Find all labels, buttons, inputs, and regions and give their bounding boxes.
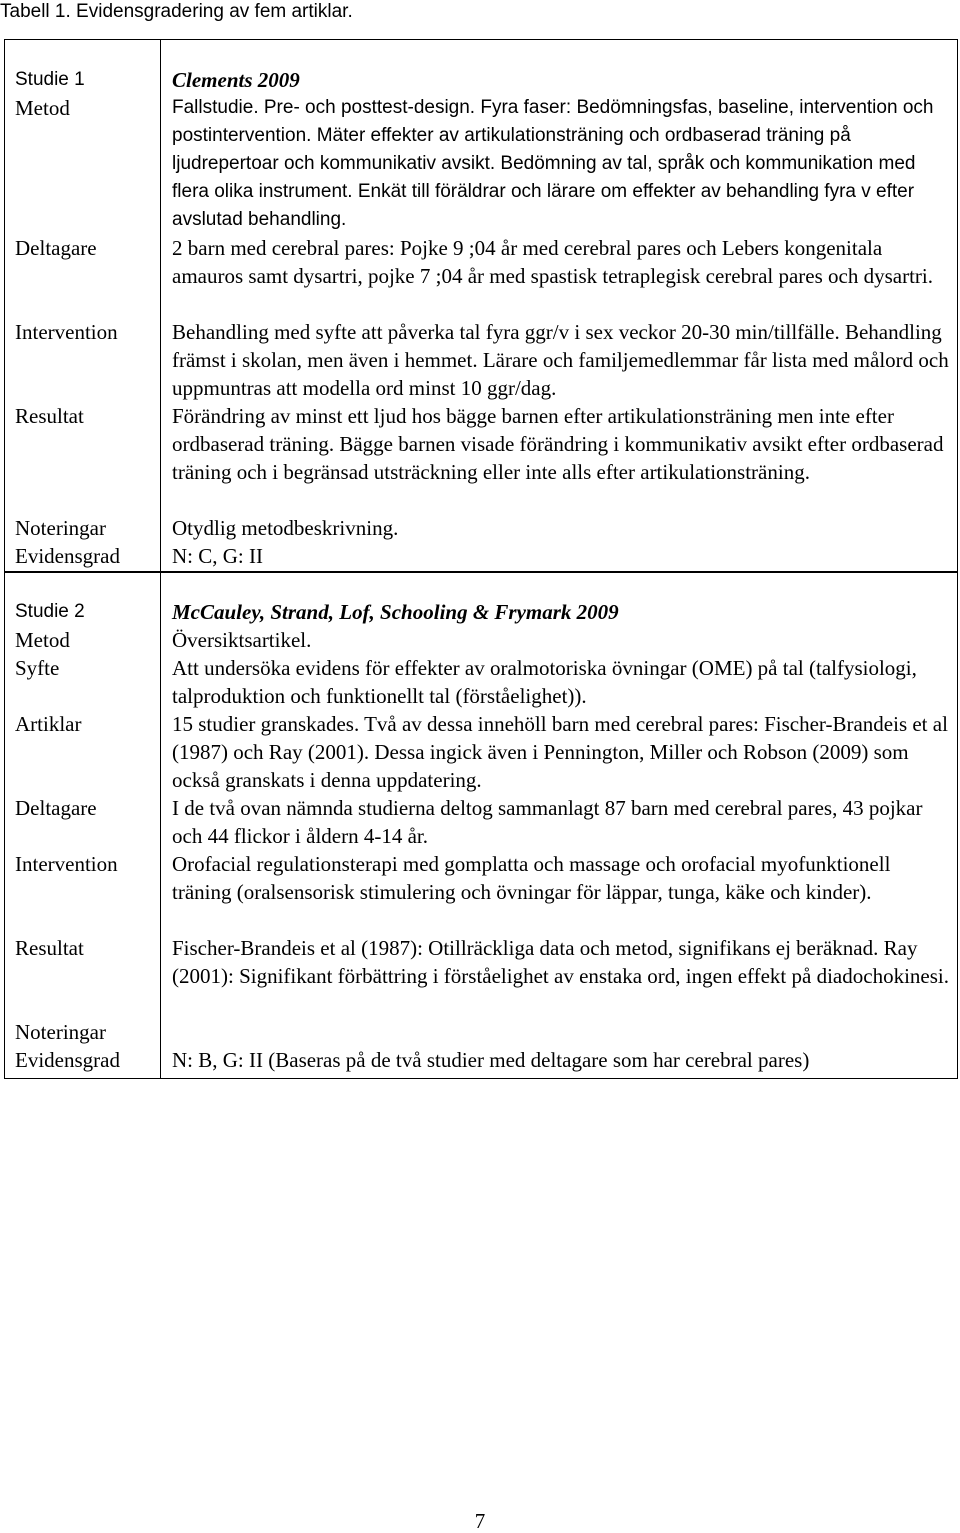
study-title: McCauley, Strand, Lof, Schooling & Frymark 2009 bbox=[172, 600, 619, 624]
resultat-text: Förändring av minst ett ljud hos bägge barnen efter artikulationsträning men inte efter ordbaserad träning. Bägge barnen visade förändring i kommunikativ avsikt efter ordbaserad träning och i begränsad utsträckning eller inte alls efter artikulationsträning. bbox=[172, 404, 944, 484]
study-label: Studie 2 bbox=[15, 601, 85, 622]
deltagare-label: Deltagare bbox=[15, 796, 97, 820]
evidensgrad-text: N: C, G: II bbox=[172, 544, 263, 568]
evidensgrad-label: Evidensgrad bbox=[15, 544, 120, 568]
deltagare-text: I de två ovan nämnda studierna deltog sammanlagt 87 barn med cerebral pares, 43 pojkar och 44 flickor i åldern 4-14 år. bbox=[172, 796, 923, 848]
metod-text: Fallstudie. Pre- och posttest-design. Fyra faser: Bedömningsfas, baseline, intervention och postintervention. Mäter effekter av artikulationsträning och ordbaserad träning på ljudrepertoar och kommunikativ avsikt. Bedömning av tal, språk och kommunikation med flera olika instrument. Enkät till föräldrar och lärare om effekter av behandling fyra v efter avslutad behandling. bbox=[172, 97, 934, 230]
intervention-label: Intervention bbox=[15, 320, 118, 344]
intervention-text: Behandling med syfte att påverka tal fyra ggr/v i sex veckor 20-30 min/tillfälle. Behandling främst i skolan, men även i hemmet. Lärare och familjemedlemmar får lista med målord och uppmuntras att modella ord minst 10 ggr/dag. bbox=[172, 320, 949, 400]
metod-label: Metod bbox=[15, 96, 70, 120]
table-caption: Tabell 1. Evidensgradering av fem artiklar. bbox=[0, 1, 353, 22]
study-2-table bbox=[4, 571, 958, 1079]
study-2-labels bbox=[5, 572, 161, 1079]
syfte-text: Att undersöka evidens för effekter av oralmotoriska övningar (OME) på tal (talfysiologi, talproduktion och funktionellt tal (förståelighet)). bbox=[172, 656, 917, 708]
study-2-content bbox=[161, 572, 958, 1079]
evidensgrad-text: N: B, G: II (Baseras på de två studier med deltagare som har cerebral pares) bbox=[172, 1048, 810, 1072]
metod-label: Metod bbox=[15, 628, 70, 652]
resultat-label: Resultat bbox=[15, 936, 84, 960]
deltagare-label: Deltagare bbox=[15, 236, 97, 260]
study-1-content bbox=[161, 40, 958, 573]
intervention-text: Orofacial regulationsterapi med gomplatta och massage och orofacial myofunktionell träning (oralsensorisk stimulering och övningar för läppar, tunga, käke och kinder). bbox=[172, 852, 891, 904]
resultat-label: Resultat bbox=[15, 404, 84, 428]
page-number: 7 bbox=[474, 1509, 486, 1533]
resultat-text: Fischer-Brandeis et al (1987): Otillräckliga data och metod, signifikans ej beräknad. Ray (2001): Signifikant förbättring i förståelighet av enstaka ord, ingen effekt på diadochokinesi. bbox=[172, 936, 949, 988]
noteringar-label: Noteringar bbox=[15, 516, 106, 540]
noteringar-label: Noteringar bbox=[15, 1020, 106, 1044]
evidensgrad-label: Evidensgrad bbox=[15, 1048, 120, 1072]
intervention-label: Intervention bbox=[15, 852, 118, 876]
noteringar-text: Otydlig metodbeskrivning. bbox=[172, 516, 399, 540]
artiklar-text: 15 studier granskades. Två av dessa innehöll barn med cerebral pares: Fischer-Brandeis et al (1987) och Ray (2001). Dessa ingick även i Pennington, Miller och Robson (2009) som också granskats i denna uppdatering. bbox=[172, 712, 948, 792]
study-title: Clements 2009 bbox=[172, 68, 300, 92]
study-1-labels bbox=[5, 40, 161, 573]
noteringar-text bbox=[172, 1018, 953, 1046]
study-label: Studie 1 bbox=[15, 69, 85, 90]
metod-text: Översiktsartikel. bbox=[172, 628, 312, 652]
deltagare-text: 2 barn med cerebral pares: Pojke 9 ;04 år med cerebral pares och Lebers kongenitala amauros samt dysartri, pojke 7 ;04 år med spastisk tetraplegisk cerebral pares och dysartri. bbox=[172, 236, 934, 288]
artiklar-label: Artiklar bbox=[15, 712, 82, 736]
syfte-label: Syfte bbox=[15, 656, 60, 680]
study-1-table bbox=[4, 39, 958, 573]
